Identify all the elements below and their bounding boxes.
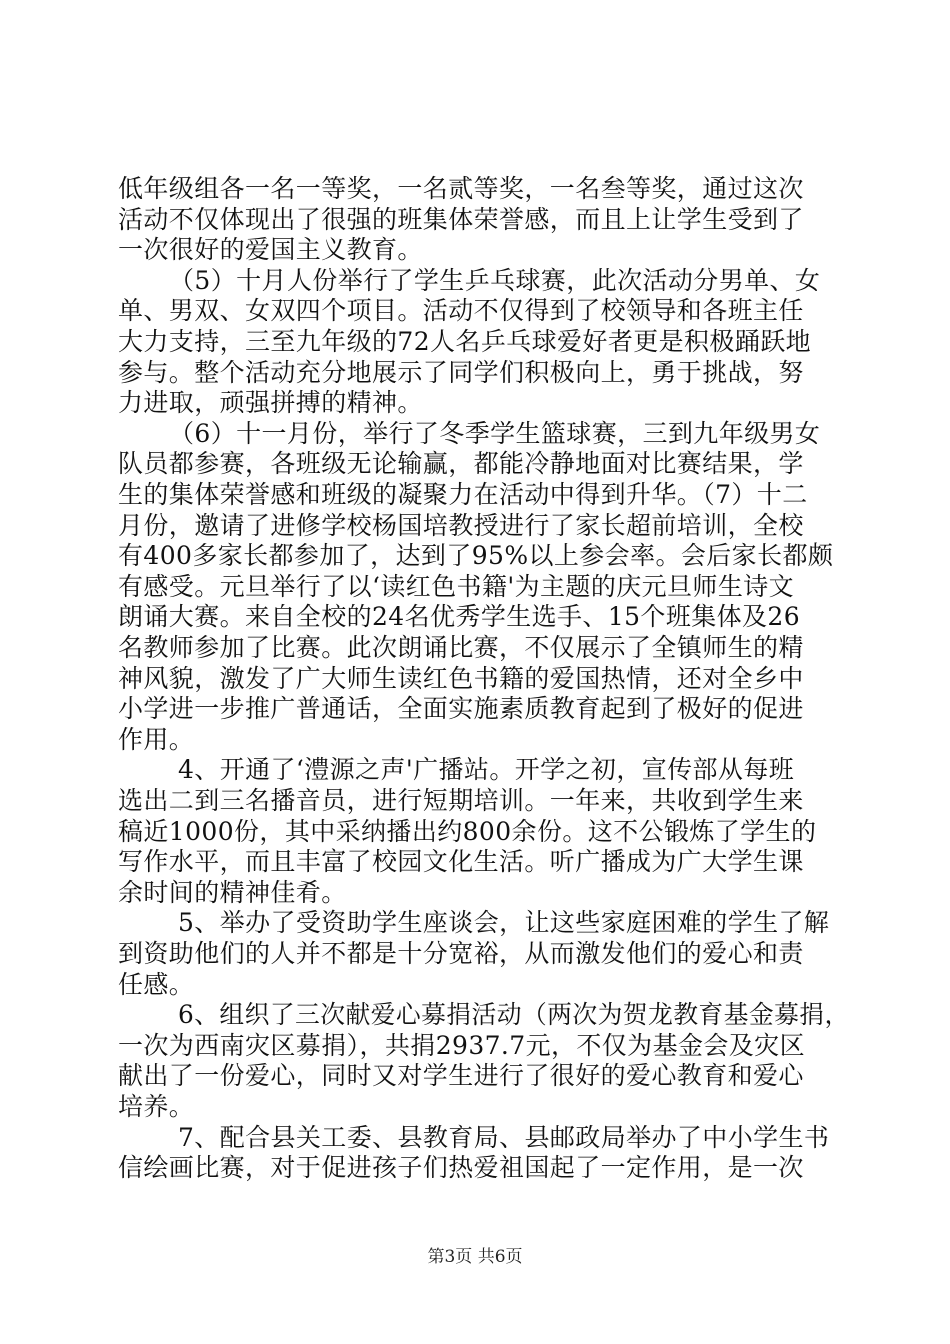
text-line: 有400多家长都参加了，达到了95%以上参会率。会后家长都颇 xyxy=(118,541,834,570)
text-line: 到资助他们的人并不都是十分宽裕，从而激发他们的爱心和责 xyxy=(118,939,804,968)
text-line: 参与。整个活动充分地展示了同学们积极向上，勇于挑战，努 xyxy=(118,358,804,387)
text-line: 朗诵大赛。来自全校的24名优秀学生选手、15个班集体及26 xyxy=(118,602,801,631)
text-line: 大力支持，三至九年级的72人名乒乓球爱好者更是积极踊跃地 xyxy=(118,327,812,356)
text-line: 单、男双、女双四个项目。活动不仅得到了校领导和各班主任 xyxy=(118,296,804,325)
text-line: 5、举办了受资助学生座谈会，让这些家庭困难的学生了解 xyxy=(178,908,830,937)
text-line: 力进取，顽强拼搏的精神。 xyxy=(118,388,423,417)
text-line: 生的集体荣誉感和班级的凝聚力在活动中得到升华。（7）十二 xyxy=(118,480,808,509)
text-line: 7、配合县关工委、县教育局、县邮政局举办了中小学生书 xyxy=(178,1123,830,1152)
text-line: 选出二到三名播音员，进行短期培训。一年来，共收到学生来 xyxy=(118,786,804,815)
text-line: （6）十一月份，举行了冬季学生篮球赛，三到九年级男女 xyxy=(169,419,821,448)
text-line: 小学进一步推广普通话，全面实施素质教育起到了极好的促进 xyxy=(118,694,804,723)
text-line: 稿近1000份，其中采纳播出约800余份。这不公锻炼了学生的 xyxy=(118,817,817,846)
text-line: 余时间的精神佳肴。 xyxy=(118,878,347,907)
text-line: 作用。 xyxy=(118,725,195,754)
text-line: 培养。 xyxy=(118,1092,195,1121)
text-line: 献出了一份爱心，同时又对学生进行了很好的爱心教育和爱心 xyxy=(118,1061,804,1090)
text-line: 6、组织了三次献爱心募捐活动（两次为贺龙教育基金募捐， xyxy=(178,1000,850,1029)
text-line: 写作水平，而且丰富了校园文化生活。听广播成为广大学生课 xyxy=(118,847,804,876)
page-number-footer: 第3页 共6页 xyxy=(427,1247,523,1267)
text-line: 神风貌，激发了广大师生读红色书籍的爱国热情，还对全乡中 xyxy=(118,664,804,693)
text-line: 任感。 xyxy=(118,970,195,999)
text-line: 信绘画比赛，对于促进孩子们热爱祖国起了一定作用，是一次 xyxy=(118,1153,804,1182)
text-line: 4、开通了‘澧源之声'广播站。开学之初，宣传部从每班 xyxy=(178,755,795,784)
text-line: 活动不仅体现出了很强的班集体荣誉感，而且上让学生受到了 xyxy=(118,205,804,234)
text-line: （5）十月人份举行了学生乒乓球赛，此次活动分男单、女 xyxy=(169,266,821,295)
text-line: 名教师参加了比赛。此次朗诵比赛，不仅展示了全镇师生的精 xyxy=(118,633,804,662)
text-line: 一次为西南灾区募捐），共捐2937.7元，不仅为基金会及灾区 xyxy=(118,1031,805,1060)
text-line: 队员都参赛，各班级无论输赢，都能冷静地面对比赛结果，学 xyxy=(118,449,804,478)
text-line: 有感受。元旦举行了以‘读红色书籍'为主题的庆元旦师生诗文 xyxy=(118,572,795,601)
text-line: 一次很好的爱国主义教育。 xyxy=(118,235,423,264)
text-line: 低年级组各一名一等奖，一名贰等奖，一名叁等奖，通过这次 xyxy=(118,174,804,203)
text-line: 月份，邀请了进修学校杨国培教授进行了家长超前培训，全校 xyxy=(118,511,804,540)
